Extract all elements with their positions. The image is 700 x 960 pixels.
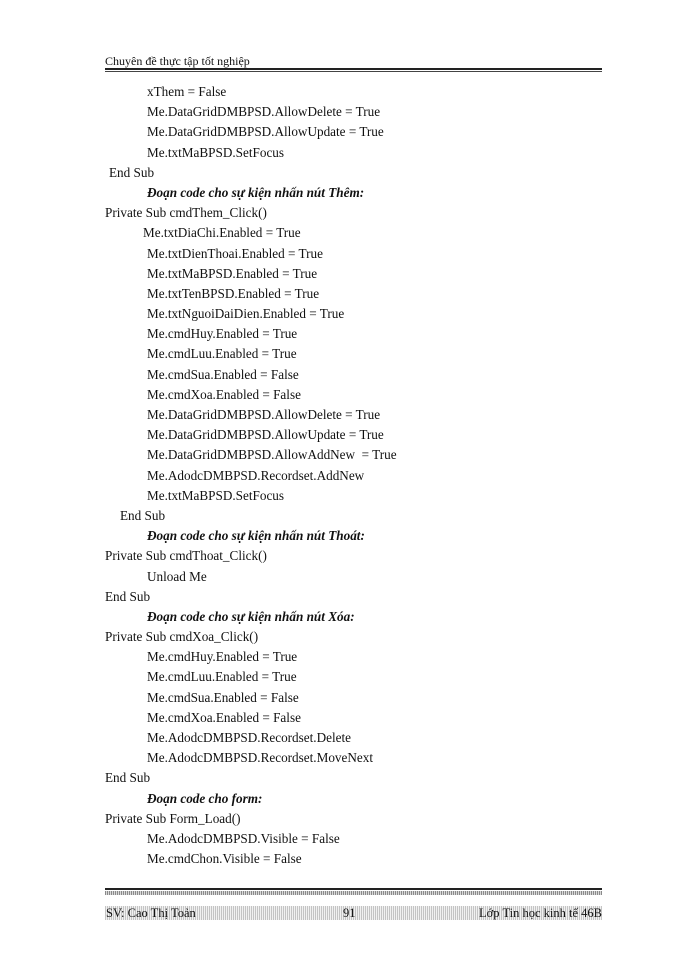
section-heading: Đoạn code cho form: (147, 790, 263, 806)
page-header-title: Chuyên đề thực tập tốt nghiệp (105, 54, 250, 68)
code-line: End Sub (120, 507, 166, 523)
code-listing (105, 82, 602, 869)
footer-page-number: 91 (343, 906, 356, 920)
code-line: Me.AdodcDMBPSD.Recordset.MoveNext (147, 750, 373, 766)
code-line: Me.txtDiaChi.Enabled = True (143, 225, 301, 241)
code-line: Me.txtNguoiDaiDien.Enabled = True (147, 306, 345, 322)
section-heading: Đoạn code cho sự kiện nhấn nút Thoát: (147, 528, 365, 544)
header-divider (105, 68, 602, 70)
code-line: Me.cmdLuu.Enabled = True (147, 346, 297, 362)
code-line: Private Sub cmdThem_Click() (105, 205, 267, 221)
code-line: Me.cmdHuy.Enabled = True (147, 326, 298, 342)
code-line: End Sub (109, 164, 155, 180)
code-line: Me.AdodcDMBPSD.Recordset.Delete (147, 730, 352, 745)
code-line: Me.txtTenBPSD.Enabled = True (147, 285, 320, 301)
code-line: End Sub (105, 770, 151, 786)
footer-class-name: Lớp Tin học kinh tế 46B (479, 906, 602, 920)
code-line: Me.cmdLuu.Enabled = True (147, 669, 297, 685)
footer-divider-shade (105, 891, 602, 895)
code-line: Me.txtMaBPSD.SetFocus (147, 487, 285, 503)
code-line: Me.cmdSua.Enabled = False (147, 366, 299, 382)
footer-student-name: SV: Cao Thị Toản (106, 906, 196, 920)
section-heading: Đoạn code cho sự kiện nhấn nút Thêm: (147, 184, 365, 200)
code-line: Me.DataGridDMBPSD.AllowAddNew = True (147, 447, 397, 463)
code-line: Me.DataGridDMBPSD.AllowUpdate = True (147, 427, 384, 443)
code-line: Private Sub cmdXoa_Click() (105, 629, 259, 645)
code-line: Me.DataGridDMBPSD.AllowDelete = True (147, 104, 381, 120)
section-heading: Đoạn code cho sự kiện nhấn nút Xóa: (147, 608, 355, 624)
footer-divider (105, 888, 602, 890)
code-line: Me.DataGridDMBPSD.AllowUpdate = True (147, 124, 384, 140)
code-line: Me.cmdSua.Enabled = False (147, 689, 299, 705)
code-line: Me.cmdXoa.Enabled = False (147, 386, 301, 402)
code-line: Me.txtDienThoai.Enabled = True (147, 245, 323, 261)
code-line: xThem = False (147, 84, 227, 99)
code-line: Me.DataGridDMBPSD.AllowDelete = True (147, 407, 381, 422)
code-line: Private Sub cmdThoat_Click() (105, 548, 267, 564)
code-line: Me.cmdChon.Visible = False (147, 851, 302, 867)
code-line: Me.cmdXoa.Enabled = False (147, 709, 301, 725)
code-line: Me.AdodcDMBPSD.Recordset.AddNew (147, 467, 365, 483)
code-line: Me.cmdHuy.Enabled = True (147, 649, 298, 665)
code-line: End Sub (105, 588, 151, 604)
code-line: Me.txtMaBPSD.Enabled = True (147, 265, 318, 281)
code-line: Unload Me (147, 568, 207, 584)
code-line: Me.AdodcDMBPSD.Visible = False (147, 830, 340, 846)
code-line: Me.txtMaBPSD.SetFocus (147, 144, 285, 160)
code-line: Private Sub Form_Load() (105, 810, 241, 826)
header-divider-thin (105, 71, 602, 72)
